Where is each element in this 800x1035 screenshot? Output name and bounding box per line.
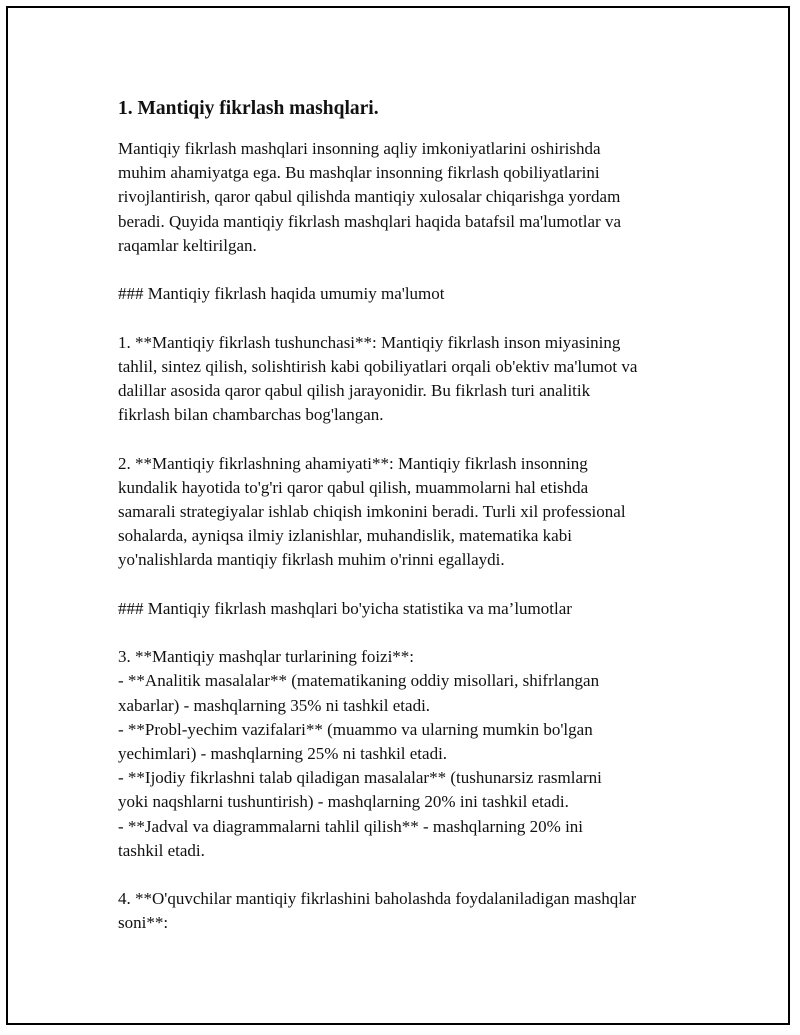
spacer bbox=[118, 573, 698, 597]
intro-paragraph: Mantiqiy fikrlash mashqlari insonning aqliy imkoniyatlarini oshirishda muhim ahamiyatga ega. Bu mashqlar insonning fikrlash qobiliyatlarini rivojlantirish, qaror qabul qilishda mantiqiy xulosalar chiqarishga yordam beradi. Quyida mantiqiy fikrlash mashqlari haqida batafsil ma'lumotlar va raqamlar keltirilgan. bbox=[118, 139, 622, 255]
list-item-3-sub-analytic: - **Analitik masalalar** (matematikaning oddiy misollari, shifrlangan xabarlar) - mashqlarning 35% ni tashkil etadi. bbox=[118, 671, 600, 715]
list-item-1: 1. **Mantiqiy fikrlash tushunchasi**: Mantiqiy fikrlash inson miyasining tahlil, sintez qilish, solishtirish kabi qobiliyatlari orqali ob'ektiv ma'lumot va dalillar asosida qaror qabul qilish jarayonidir. Bu fikrlash turi analitik fikrlash bilan chambarchas bog'langan. bbox=[118, 332, 638, 425]
section-heading-general: ### Mantiqiy fikrlash haqida umumiy ma'lumot bbox=[118, 284, 445, 304]
spacer bbox=[118, 258, 698, 282]
spacer bbox=[118, 621, 698, 645]
document-page bbox=[6, 6, 790, 1025]
list-item-3-sub-creative: - **Ijodiy fikrlashni talab qiladigan masalalar** (tushunarsiz rasmlarni yoki naqshlarni tushuntirish) - mashqlarning 20% ini tashkil etadi. bbox=[118, 768, 602, 812]
list-item-3-sub-problem: - **Probl-yechim vazifalari** (muammo va ularning mumkin bo'lgan yechimlari) - mashqlarning 25% ni tashkil etadi. bbox=[118, 719, 593, 763]
document-title: 1. Mantiqiy fikrlash mashqlari. bbox=[118, 98, 379, 119]
spacer bbox=[118, 863, 698, 887]
list-item-2: 2. **Mantiqiy fikrlashning ahamiyati**: Mantiqiy fikrlash insonning kundalik hayotida to'g'ri qaror qabul qilish, muammolarni hal etishda samarali strategiyalar ishlab chiqish imkonini beradi. Turli xil professional sohalarda, ayniqsa ilmiy izlanishlar, muhandislik, matematika kabi yo'nalishlarda mantiqiy fikrlash muhim o'rinni egallaydi. bbox=[118, 453, 626, 570]
list-item-3-sub-tables: - **Jadval va diagrammalarni tahlil qilish** - mashqlarning 20% ini tashkil etadi. bbox=[118, 816, 584, 860]
spacer bbox=[118, 427, 698, 451]
document-body bbox=[118, 96, 698, 936]
spacer bbox=[118, 306, 698, 330]
list-item-4: 4. **O'quvchilar mantiqiy fikrlashini baholashda foydalaniladigan mashqlar soni**: bbox=[118, 889, 637, 933]
section-heading-statistics: ### Mantiqiy fikrlash mashqlari bo'yicha statistika va ma’lumotlar bbox=[118, 598, 572, 618]
list-item-3-title: 3. **Mantiqiy mashqlar turlarining foizi**: bbox=[118, 647, 415, 667]
